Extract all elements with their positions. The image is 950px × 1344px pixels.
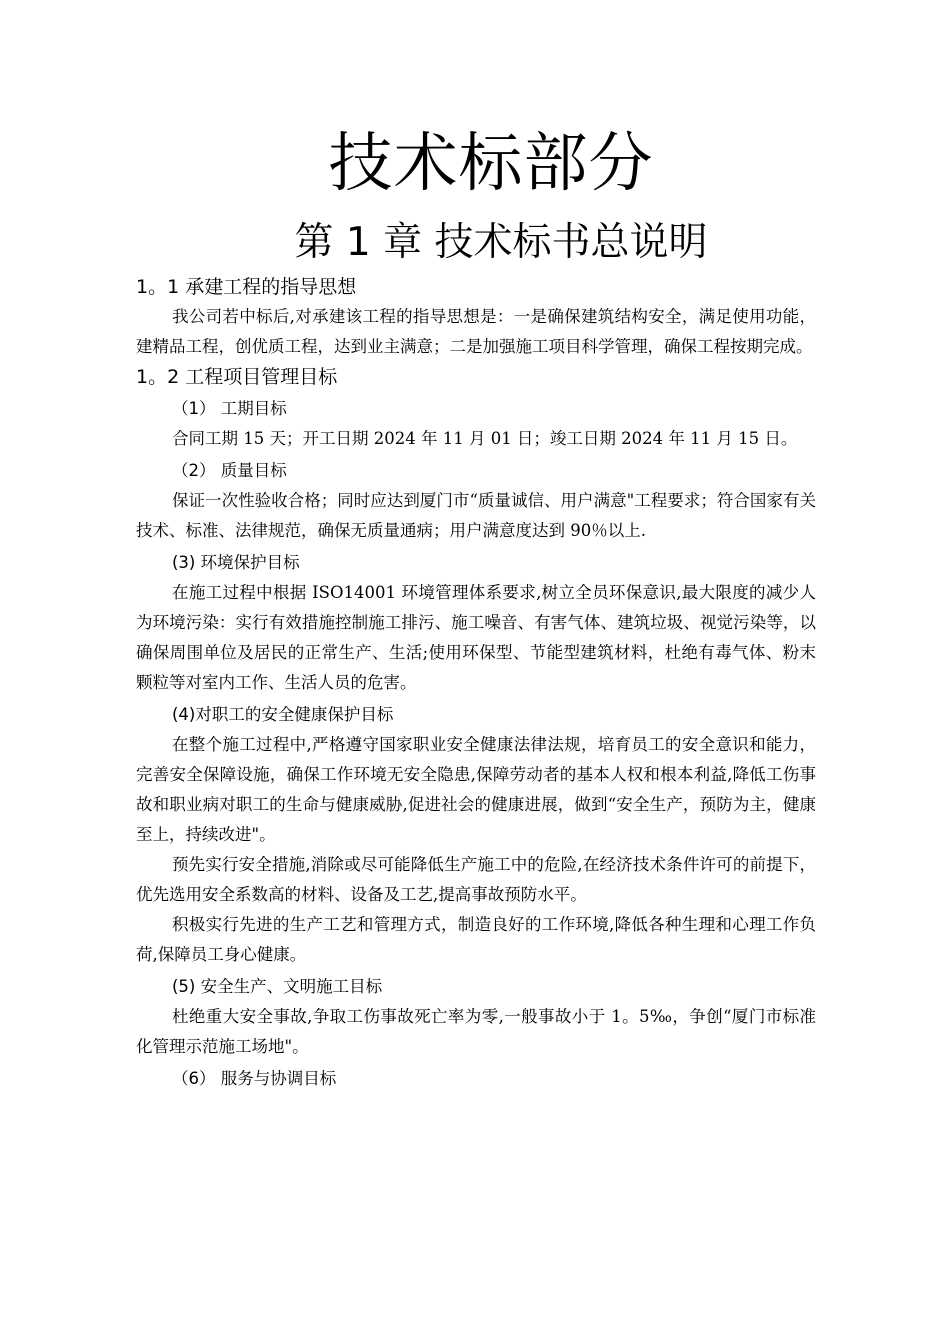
subheading-quality-goal: （2） 质量目标 [172, 461, 287, 480]
chapter-title: 第 1 章 技术标书总说明 [294, 220, 708, 265]
subheading-service-coordination-goal: （6） 服务与协调目标 [172, 1069, 337, 1088]
paragraph: 预先实行安全措施,消除或尽可能降低生产施工中的危险,在经济技术条件许可的前提下，优先选用安全系数高的材料、设备及工艺,提高事故预防水平。 [136, 855, 816, 904]
paragraph: 在整个施工过程中,严格遵守国家职业安全健康法律法规，培育员工的安全意识和能力，完善安全保障设施，确保工作环境无安全隐患,保障劳动者的基本人权和根本利益,降低工伤事故和职业病对职工的生命与健康威胁,促进社会的健康进展，做到“安全生产，预防为主，健康至上，持续改进"。 [136, 735, 816, 844]
section-heading-1-1: 1。1 承建工程的指导思想 [136, 276, 357, 298]
subheading-health-safety-goal: (4)对职工的安全健康保护目标 [172, 705, 394, 724]
subheading-schedule-goal: （1） 工期目标 [172, 399, 287, 418]
paragraph: 积极实行先进的生产工艺和管理方式，制造良好的工作环境,降低各种生理和心理工作负荷,保障员工身心健康。 [136, 915, 816, 964]
document-page [136, 120, 816, 1094]
paragraph: 合同工期 15 天；开工日期 2024 年 11 月 01 日；竣工日期 2024 年 11 月 15 日。 [172, 429, 798, 448]
paragraph: 我公司若中标后,对承建该工程的指导思想是：一是确保建筑结构安全，满足使用功能，建精品工程，创优质工程，达到业主满意；二是加强施工项目科学管理，确保工程按期完成。 [136, 307, 816, 356]
section-heading-1-2: 1。2 工程项目管理目标 [136, 366, 338, 388]
paragraph: 杜绝重大安全事故,争取工伤事故死亡率为零,一般事故小于 1。5‰，争创“厦门市标准化管理示范施工场地"。 [136, 1007, 816, 1056]
subheading-environment-goal: (3) 环境保护目标 [172, 553, 300, 572]
document-title: 技术标部分 [328, 127, 654, 201]
paragraph: 保证一次性验收合格；同时应达到厦门市“质量诚信、用户满意"工程要求；符合国家有关技术、标准、法律规范，确保无质量通病；用户满意度达到 90％以上. [136, 491, 816, 540]
paragraph: 在施工过程中根据 ISO14001 环境管理体系要求,树立全员环保意识,最大限度的减少人为环境污染：实行有效措施控制施工排污、施工噪音、有害气体、建筑垃圾、视觉污染等，以确保周围单位及居民的正常生产、生活;使用环保型、节能型建筑材料，杜绝有毒气体、粉末颗粒等对室内工作、生活人员的危害。 [136, 583, 816, 692]
subheading-civilized-construction-goal: (5) 安全生产、文明施工目标 [172, 977, 383, 996]
